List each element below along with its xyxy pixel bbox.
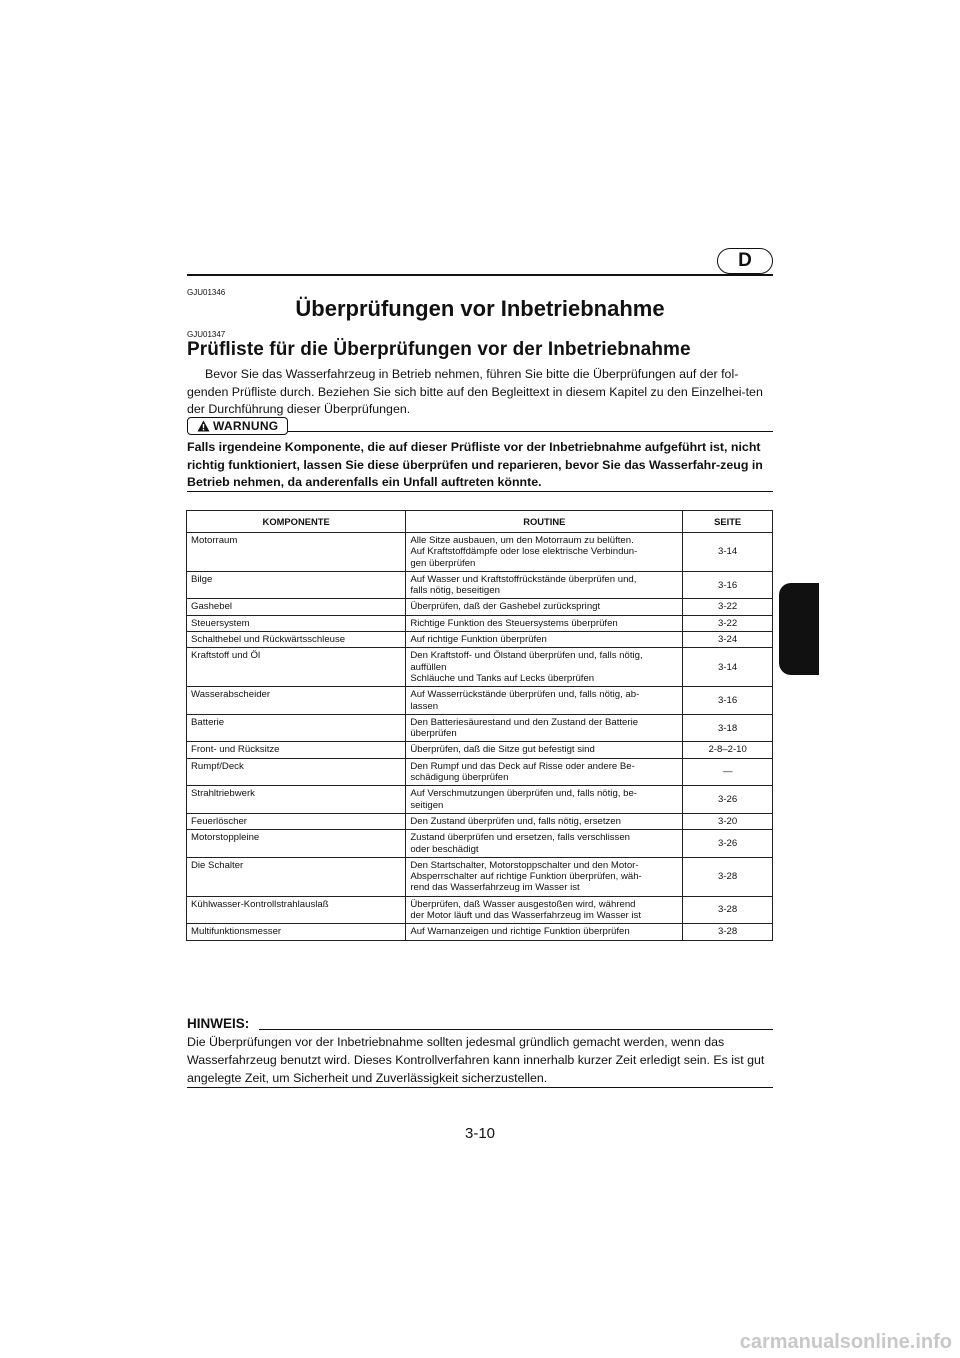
table-row — [187, 786, 773, 814]
table-row — [187, 714, 773, 742]
header-komponente: KOMPONENTE — [187, 511, 406, 533]
cell-routine: Den Batteriesäurestand und den Zustand der Batterie überprüfen — [406, 714, 683, 742]
table-row — [187, 830, 773, 858]
cell-komponente: Schalthebel und Rückwärtsschleuse — [187, 632, 406, 648]
cell-seite: 3-28 — [683, 896, 773, 924]
warning-triangle-icon — [197, 420, 210, 432]
cell-routine: Den Rumpf und das Deck auf Risse oder andere Be- schädigung überprüfen — [406, 758, 683, 786]
cell-seite: 2-8–2-10 — [683, 742, 773, 758]
cell-routine: Richtige Funktion des Steuersystems überprüfen — [406, 615, 683, 631]
table-row — [187, 924, 773, 940]
table-row — [187, 571, 773, 599]
cell-routine: Auf Wasser und Kraftstoffrückstände überprüfen und, falls nötig, beseitigen — [406, 571, 683, 599]
cell-routine: Auf Warnanzeigen und richtige Funktion überprüfen — [406, 924, 683, 940]
cell-seite: 3-20 — [683, 813, 773, 829]
watermark: carmanualsonline.info — [739, 1331, 952, 1353]
page-title: Überprüfungen vor Inbetriebnahme — [295, 296, 665, 321]
warning-bottom-rule — [187, 491, 773, 492]
doc-code: GJU01346 — [187, 288, 226, 297]
chapter-thumb-tab — [779, 583, 819, 675]
table-row — [187, 896, 773, 924]
warning-text: Falls irgendeine Komponente, die auf dieser Prüfliste vor der Inbetriebnahme aufgeführt ist, nicht richtig funktioniert, lassen Sie diese überprüfen und reparieren, bevor Sie das Wasserfahr-zeug in Betrieb nehmen, da anderenfalls ein Unfall auftreten könnte. — [187, 440, 763, 489]
cell-routine: Auf Wasserrückstände überprüfen und, falls nötig, ab- lassen — [406, 687, 683, 715]
cell-komponente: Multifunktionsmesser — [187, 924, 406, 940]
cell-seite: 3-14 — [683, 533, 773, 572]
cell-seite: 3-22 — [683, 599, 773, 615]
cell-seite: 3-22 — [683, 615, 773, 631]
cell-komponente: Motorraum — [187, 533, 406, 572]
cell-komponente: Feuerlöscher — [187, 813, 406, 829]
cell-komponente: Steuersystem — [187, 615, 406, 631]
table-row — [187, 742, 773, 758]
section-code: GJU01347 — [187, 330, 226, 339]
cell-routine: Überprüfen, daß die Sitze gut befestigt sind — [406, 742, 683, 758]
page-number: 3-10 — [464, 1125, 496, 1142]
note-label: HINWEIS: — [187, 1016, 250, 1031]
cell-routine: Überprüfen, daß Wasser ausgestoßen wird, während der Motor läuft und das Wasserfahrzeug im Wasser ist — [406, 896, 683, 924]
cell-routine: Den Kraftstoff- und Ölstand überprüfen und, falls nötig, auffüllen Schläuche und Tanks auf Lecks überprüfen — [406, 648, 683, 687]
cell-routine: Auf richtige Funktion überprüfen — [406, 632, 683, 648]
cell-komponente: Kraftstoff und Öl — [187, 648, 406, 687]
cell-routine: Überprüfen, daß der Gashebel zurückspringt — [406, 599, 683, 615]
section-title: Prüfliste für die Überprüfungen vor der Inbetriebnahme — [187, 339, 691, 360]
table-row — [187, 632, 773, 648]
cell-komponente: Bilge — [187, 571, 406, 599]
header-routine: ROUTINE — [406, 511, 683, 533]
table-row — [187, 857, 773, 896]
cell-routine: Alle Sitze ausbauen, um den Motorraum zu belüften. Auf Kraftstoffdämpfe oder lose elektrische Verbindun- gen überprüfen — [406, 533, 683, 572]
cell-seite: 3-28 — [683, 924, 773, 940]
cell-seite: 3-26 — [683, 830, 773, 858]
cell-komponente: Batterie — [187, 714, 406, 742]
cell-komponente: Gashebel — [187, 599, 406, 615]
header-seite: SEITE — [683, 511, 773, 533]
table-row — [187, 533, 773, 572]
cell-routine: Auf Verschmutzungen überprüfen und, falls nötig, be- seitigen — [406, 786, 683, 814]
checklist-body — [187, 533, 773, 941]
table-row — [187, 615, 773, 631]
table-row — [187, 758, 773, 786]
language-badge: D — [717, 248, 773, 274]
cell-komponente: Rumpf/Deck — [187, 758, 406, 786]
cell-routine: Den Zustand überprüfen und, falls nötig, ersetzen — [406, 813, 683, 829]
checklist-table — [186, 510, 773, 941]
note-text: Die Überprüfungen vor der Inbetriebnahme sollten jedesmal gründlich gemacht werden, wenn das Wasserfahrzeug benutzt wird. Dieses Kontrollverfahren kann innerhalb kurzer Zeit erledigt sein. Es ist gut angelegte Zeit, um Sicherheit und Zuverlässigkeit sicherzustellen. — [187, 1035, 765, 1085]
table-row — [187, 599, 773, 615]
cell-seite: 3-18 — [683, 714, 773, 742]
intro-paragraph: Bevor Sie das Wasserfahrzeug in Betrieb nehmen, führen Sie bitte die Überprüfungen auf der fol-genden Prüfliste durch. Beziehen Sie sich bitte auf den Begleittext in diesem Kapitel zu den Einzelhei-ten der Durchführung dieser Überprüfungen. — [187, 367, 763, 416]
cell-komponente: Motorstoppleine — [187, 830, 406, 858]
cell-seite: 3-14 — [683, 648, 773, 687]
warning-badge — [187, 417, 288, 435]
cell-routine: Den Startschalter, Motorstoppschalter und den Motor- Absperrschalter auf richtige Funktion überprüfen, wäh- rend das Wasserfahrzeug im Wasser ist — [406, 857, 683, 896]
note-top-rule — [259, 1029, 773, 1030]
header-rule — [187, 274, 773, 276]
cell-seite: 3-16 — [683, 687, 773, 715]
table-header-row — [187, 511, 773, 533]
cell-routine: Zustand überprüfen und ersetzen, falls verschlissen oder beschädigt — [406, 830, 683, 858]
cell-komponente: Strahltriebwerk — [187, 786, 406, 814]
cell-seite: 3-26 — [683, 786, 773, 814]
cell-seite: — — [683, 758, 773, 786]
table-row — [187, 813, 773, 829]
warning-top-rule — [288, 431, 773, 432]
cell-komponente: Die Schalter — [187, 857, 406, 896]
cell-seite: 3-16 — [683, 571, 773, 599]
cell-komponente: Front- und Rücksitze — [187, 742, 406, 758]
warning-label: WARNUNG — [213, 419, 279, 433]
cell-seite: 3-28 — [683, 857, 773, 896]
cell-komponente: Kühlwasser-Kontrollstrahlauslaß — [187, 896, 406, 924]
note-bottom-rule — [187, 1087, 773, 1088]
cell-seite: 3-24 — [683, 632, 773, 648]
cell-komponente: Wasserabscheider — [187, 687, 406, 715]
table-row — [187, 648, 773, 687]
table-row — [187, 687, 773, 715]
